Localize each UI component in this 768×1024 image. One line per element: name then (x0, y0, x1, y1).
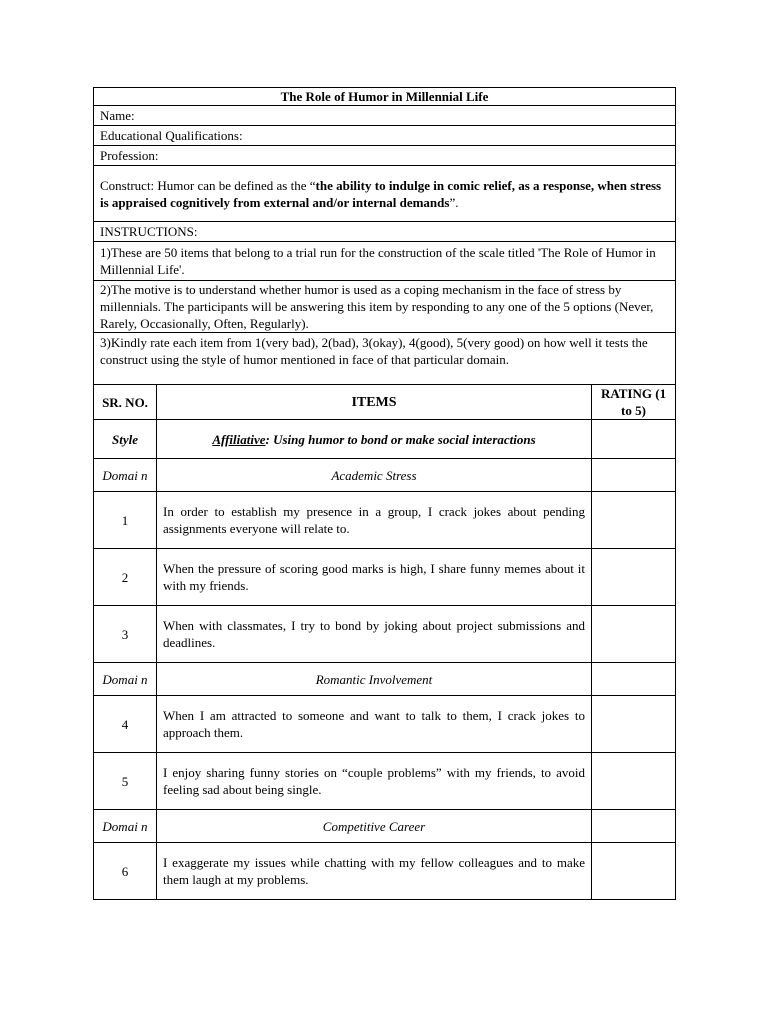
form-title: The Role of Humor in Millennial Life (94, 88, 676, 106)
item-number: 2 (94, 549, 157, 606)
construct-suffix: ”. (449, 194, 459, 210)
style-desc: : Using humor to bond or make social interactions (265, 431, 536, 447)
construct-row (94, 166, 676, 222)
profession-field[interactable]: Profession: (94, 146, 676, 166)
item-text: When with classmates, I try to bond by joking about project submissions and deadlines. (157, 606, 592, 663)
item-row (94, 696, 676, 753)
style-name: Affiliative (212, 431, 266, 447)
style-row (94, 420, 676, 459)
rating-cell[interactable] (592, 843, 676, 900)
item-row (94, 549, 676, 606)
name-field[interactable]: Name: (94, 106, 676, 126)
item-row (94, 753, 676, 810)
item-text: When the pressure of scoring good marks is high, I share funny memes about it with my friends. (157, 549, 592, 606)
rating-cell[interactable] (592, 606, 676, 663)
education-row (94, 126, 676, 146)
education-field[interactable]: Educational Qualifications: (94, 126, 676, 146)
domain-rating-cell (592, 810, 676, 843)
domain-row (94, 459, 676, 492)
item-row (94, 492, 676, 549)
instructions-heading: INSTRUCTIONS: (94, 222, 676, 242)
questionnaire-table (93, 87, 676, 900)
instructions-heading-row (94, 222, 676, 242)
rating-cell[interactable] (592, 753, 676, 810)
domain-row (94, 663, 676, 696)
profession-row (94, 146, 676, 166)
style-rating-cell[interactable] (592, 420, 676, 459)
item-text: When I am attracted to someone and want to talk to them, I crack jokes to approach them. (157, 696, 592, 753)
rating-cell[interactable] (592, 696, 676, 753)
domain-label: Domai n (94, 810, 157, 843)
style-description (157, 420, 592, 459)
instruction-2: 2)The motive is to understand whether humor is used as a coping mechanism in the face of stress by millennials. The participants will be answering this item by responding to any one of the 5 options (Never, Rarely, Occasionally, Often, Regularly). (94, 281, 676, 333)
instruction-row (94, 281, 676, 333)
column-header-row (94, 385, 676, 420)
instruction-row (94, 242, 676, 281)
domain-rating-cell (592, 459, 676, 492)
name-row (94, 106, 676, 126)
instruction-row (94, 333, 676, 385)
domain-label: Domai n (94, 459, 157, 492)
item-text: I exaggerate my issues while chatting with my fellow colleagues and to make them laugh at my problems. (157, 843, 592, 900)
item-number: 1 (94, 492, 157, 549)
rating-cell[interactable] (592, 492, 676, 549)
domain-name: Romantic Involvement (157, 663, 592, 696)
item-text: I enjoy sharing funny stories on “couple problems” with my friends, to avoid feeling sad about being single. (157, 753, 592, 810)
sr-no-header: SR. NO. (94, 385, 157, 420)
item-text: In order to establish my presence in a group, I crack jokes about pending assignments everyone will relate to. (157, 492, 592, 549)
domain-row (94, 810, 676, 843)
rating-cell[interactable] (592, 549, 676, 606)
construct-prefix: Construct: Humor can be defined as the “ (100, 177, 316, 193)
domain-label: Domai n (94, 663, 157, 696)
items-header: ITEMS (157, 385, 592, 420)
domain-name: Competitive Career (157, 810, 592, 843)
item-number: 5 (94, 753, 157, 810)
item-number: 4 (94, 696, 157, 753)
item-number: 3 (94, 606, 157, 663)
domain-rating-cell (592, 663, 676, 696)
construct-definition (94, 166, 676, 222)
item-number: 6 (94, 843, 157, 900)
style-label: Style (94, 420, 157, 459)
construct-bold: the ability to indulge in comic relief, as a response, when stress is appraised cognitively from external and/or internal demands (100, 177, 662, 210)
instruction-3: 3)Kindly rate each item from 1(very bad), 2(bad), 3(okay), 4(good), 5(very good) on how well it tests the construct using the style of humor mentioned in face of that particular domain. (94, 333, 676, 385)
instruction-1: 1)These are 50 items that belong to a trial run for the construction of the scale titled 'The Role of Humor in Millennial Life'. (94, 242, 676, 281)
item-row (94, 843, 676, 900)
rating-header: RATING (1 to 5) (592, 385, 676, 420)
title-row (94, 88, 676, 106)
domain-name: Academic Stress (157, 459, 592, 492)
item-row (94, 606, 676, 663)
